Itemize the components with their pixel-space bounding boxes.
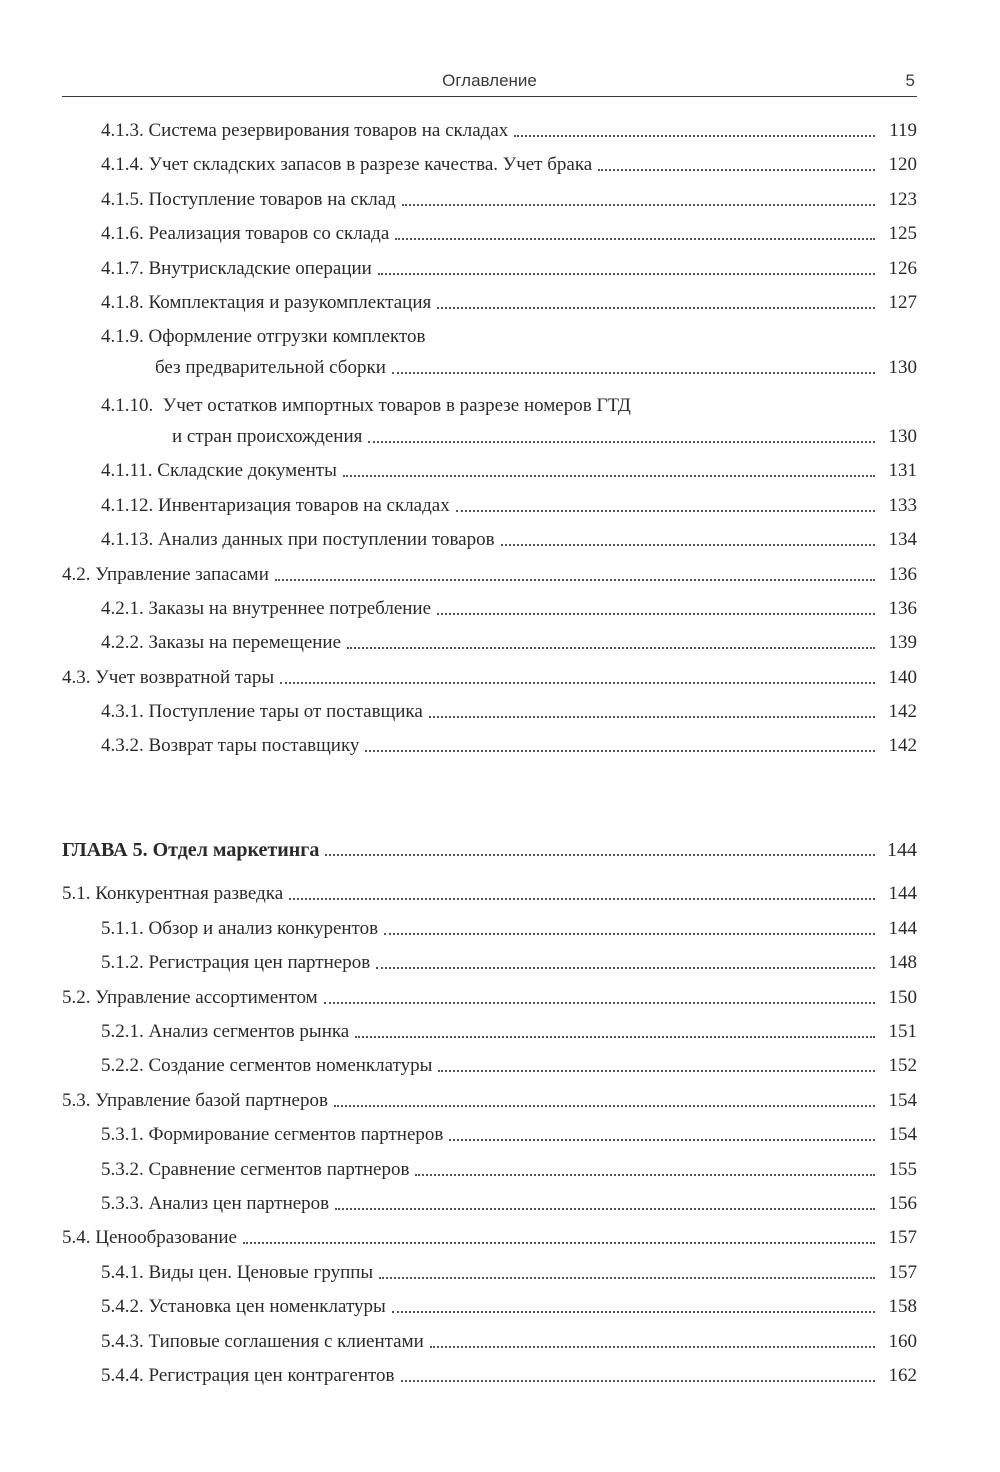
dot-leader — [355, 1036, 875, 1038]
toc-entry-5-4-1[interactable] — [62, 1261, 917, 1285]
toc-entry-number: 4.2. — [62, 563, 91, 585]
toc-entry-title: Реализация товаров со склада — [148, 223, 390, 245]
toc-entry-4-2[interactable] — [62, 563, 917, 587]
toc-entry-page: 160 — [888, 1330, 917, 1352]
dot-leader — [402, 204, 875, 206]
toc-entry-5-3[interactable] — [62, 1089, 917, 1113]
toc-entry-4-2-1[interactable] — [62, 597, 917, 621]
toc-entry-title: Установка цен номенклатуры — [148, 1296, 386, 1318]
dot-leader — [456, 510, 875, 512]
dot-leader — [384, 933, 875, 935]
toc-entry-page: 162 — [888, 1364, 917, 1386]
toc-entry-page: 151 — [888, 1021, 917, 1043]
toc-entry-5-4-2[interactable] — [62, 1295, 917, 1319]
toc-entry-number: 4.1.13. — [101, 529, 154, 551]
toc-entry-title: Складские документы — [157, 460, 337, 482]
toc-entry-page: 140 — [888, 666, 917, 688]
toc-entry-title: Регистрация цен партнеров — [148, 952, 371, 974]
toc-entry-5-1[interactable] — [62, 882, 917, 906]
toc-entry-number: 4.1.7. — [101, 257, 144, 279]
dot-leader — [275, 579, 875, 581]
toc-entry-title: Обзор и анализ конкурентов — [148, 917, 379, 939]
toc-entry-page: 125 — [888, 223, 917, 245]
toc-entry-title: Формирование сегментов партнеров — [148, 1124, 444, 1146]
toc-entry-number: 5.4.1. — [101, 1261, 144, 1283]
toc-entry-4-1-5[interactable] — [62, 188, 917, 212]
toc-entry-page: 131 — [888, 460, 917, 482]
toc-entry-page: 136 — [888, 563, 917, 585]
dot-leader — [598, 169, 875, 171]
dot-leader — [430, 1346, 875, 1348]
toc-entry-number: 4.1.12. — [101, 494, 154, 516]
toc-chapter-5[interactable] — [62, 838, 917, 862]
dot-leader — [289, 898, 875, 900]
toc-entry-5-3-3[interactable] — [62, 1192, 917, 1216]
toc-entry-title: Комплектация и разукомплектация — [148, 291, 432, 313]
toc-entry-number: 5.4. — [62, 1227, 91, 1249]
toc-entry-page: 127 — [888, 291, 917, 313]
toc-entry-4-1-12[interactable] — [62, 494, 917, 518]
toc-entry-number: 4.2.2. — [101, 632, 144, 654]
toc-entry-number: 5.3. — [62, 1089, 91, 1111]
toc-entry-title: Система резервирования товаров на складах — [148, 120, 509, 141]
dot-leader — [437, 613, 875, 615]
toc-entry-title: Сравнение сегментов партнеров — [148, 1158, 410, 1180]
toc-entry-title: Типовые соглашения с клиентами — [148, 1330, 424, 1352]
toc-entry-5-4-4[interactable] — [62, 1364, 917, 1388]
toc-entry-page: 158 — [888, 1296, 917, 1318]
dot-leader — [343, 475, 875, 477]
toc-entry-page: 120 — [888, 154, 917, 176]
dot-leader — [368, 441, 875, 443]
toc-entry-title: Учет возвратной тары — [95, 666, 275, 688]
toc-entry-number: 4.1.6. — [101, 223, 144, 245]
running-header — [62, 68, 917, 97]
toc-entry-4-1-10[interactable]: 4.1.10. Учет остатков импортных товаров в разрезе номеров ГТД и стран происхождения 130 — [101, 394, 917, 447]
toc-entry-title: Управление базой партнеров — [95, 1089, 328, 1111]
dot-leader — [395, 238, 875, 240]
toc-entry-page: 136 — [888, 597, 917, 619]
toc-entry-5-4-3[interactable] — [62, 1330, 917, 1354]
toc-entry-5-3-2[interactable] — [62, 1158, 917, 1182]
toc-entry-4-1-8[interactable] — [62, 291, 917, 315]
toc-entry-number: 4.3.2. — [101, 735, 144, 757]
dot-leader — [365, 750, 875, 752]
dot-leader — [334, 1105, 875, 1107]
toc-entry-page: 154 — [888, 1089, 917, 1111]
toc-entry-title: без предварительной сборки — [155, 356, 386, 378]
dot-leader — [429, 716, 875, 718]
toc-entry-title: Управление запасами — [95, 563, 269, 585]
dot-leader — [378, 273, 875, 275]
toc-entry-page: 130 — [888, 425, 917, 447]
dot-leader — [415, 1174, 875, 1176]
toc-entry-number: 4.3.1. — [101, 701, 144, 723]
toc-entry-number: 5.1.1. — [101, 917, 144, 939]
toc-entry-title: Конкурентная разведка — [95, 883, 284, 905]
table-of-contents — [62, 113, 917, 1388]
toc-entry-5-4[interactable] — [62, 1226, 917, 1250]
dot-leader — [243, 1242, 875, 1244]
toc-entry-number: 5.4.2. — [101, 1296, 144, 1318]
toc-entry-5-2[interactable] — [62, 986, 917, 1010]
toc-entry-4-1-4[interactable] — [62, 153, 917, 177]
toc-entry-title: Учет остатков импортных товаров в разрезе номеров ГТД — [162, 394, 631, 416]
toc-entry-title: Внутрискладские операции — [148, 257, 372, 279]
toc-entry-4-3-2[interactable] — [62, 734, 917, 758]
toc-entry-title: и стран происхождения — [172, 425, 363, 447]
toc-entry-page: 133 — [888, 494, 917, 516]
toc-entry-4-3[interactable] — [62, 666, 917, 690]
header-page-number: 5 — [905, 71, 915, 90]
toc-entry-number: 5.2.2. — [101, 1055, 144, 1077]
toc-entry-number: 5.4.3. — [101, 1330, 144, 1352]
toc-entry-4-1-9[interactable]: 4.1.9. Оформление отгрузки комплектов без предварительной сборки 130 — [101, 325, 917, 378]
toc-entry-number: 4.1.11. — [101, 460, 153, 482]
dot-leader — [325, 854, 875, 856]
toc-entry-page: 119 — [889, 120, 917, 141]
toc-entry-title: Анализ сегментов рынка — [148, 1021, 350, 1043]
toc-entry-title: Регистрация цен контрагентов — [148, 1364, 395, 1386]
toc-entry-title: Поступление товаров на склад — [148, 188, 396, 210]
toc-entry-page: 144 — [888, 917, 917, 939]
toc-entry-title: Ценообразование — [95, 1227, 237, 1249]
toc-entry-4-2-2[interactable] — [62, 631, 917, 655]
toc-entry-number: 4.1.5. — [101, 188, 144, 210]
toc-entry-4-1-7[interactable] — [62, 257, 917, 281]
toc-entry-title: Заказы на перемещение — [148, 632, 342, 654]
toc-entry-title: Виды цен. Ценовые группы — [148, 1261, 374, 1283]
toc-entry-page: 142 — [888, 735, 917, 757]
toc-entry-page: 134 — [888, 529, 917, 551]
toc-entry-number: 5.1. — [62, 883, 91, 905]
toc-entry-number: 4.2.1. — [101, 597, 144, 619]
dot-leader — [280, 682, 875, 684]
toc-entry-number: 4.1.3. — [101, 120, 144, 141]
dot-leader — [392, 1311, 875, 1313]
toc-entry-title: Анализ цен партнеров — [148, 1192, 330, 1214]
dot-leader — [449, 1139, 875, 1141]
toc-entry-page: 148 — [888, 952, 917, 974]
toc-entry-5-2-1[interactable] — [62, 1020, 917, 1044]
dot-leader — [438, 1070, 875, 1072]
toc-entry-4-1-6[interactable] — [62, 222, 917, 246]
dot-leader — [347, 647, 875, 649]
dot-leader — [376, 967, 875, 969]
dot-leader — [437, 307, 875, 309]
header-title: Оглавление — [442, 71, 537, 90]
toc-entry-page: 150 — [888, 986, 917, 1008]
dot-leader — [379, 1277, 875, 1279]
toc-entry-title: Оформление отгрузки комплектов — [148, 325, 426, 347]
toc-entry-page: 156 — [888, 1192, 917, 1214]
dot-leader — [392, 372, 875, 374]
toc-entry-page: 130 — [888, 356, 917, 378]
dot-leader — [335, 1208, 875, 1210]
toc-entry-title: Учет складских запасов в разрезе качества. Учет брака — [148, 154, 593, 176]
toc-entry-title: Анализ данных при поступлении товаров — [158, 529, 495, 551]
toc-entry-number: 5.3.3. — [101, 1192, 144, 1214]
toc-entry-title: Инвентаризация товаров на складах — [158, 494, 450, 516]
toc-entry-page: 157 — [888, 1227, 917, 1249]
toc-entry-page: 155 — [888, 1158, 917, 1180]
toc-entry-page: 126 — [888, 257, 917, 279]
toc-entry-number: 4.3. — [62, 666, 91, 688]
toc-entry-number: 5.4.4. — [101, 1364, 144, 1386]
toc-entry-page: 154 — [888, 1124, 917, 1146]
toc-entry-number: 5.2.1. — [101, 1021, 144, 1043]
toc-entry-number: 5.1.2. — [101, 952, 144, 974]
dot-leader — [324, 1002, 875, 1004]
toc-entry-title: Поступление тары от поставщика — [148, 701, 423, 723]
toc-entry-number: 5.3.1. — [101, 1124, 144, 1146]
toc-entry-page: 144 — [888, 883, 917, 905]
toc-entry-page: 152 — [888, 1055, 917, 1077]
toc-entry-title: Заказы на внутреннее потребление — [148, 597, 432, 619]
toc-entry-number: 4.1.8. — [101, 291, 144, 313]
chapter-page: 144 — [887, 839, 917, 862]
chapter-title: ГЛАВА 5. Отдел маркетинга — [62, 839, 320, 862]
toc-entry-title: Возврат тары поставщику — [148, 735, 360, 757]
toc-entry-number: 5.3.2. — [101, 1158, 144, 1180]
toc-entry-page: 142 — [888, 701, 917, 723]
dot-leader — [501, 544, 875, 546]
toc-entry-4-1-11[interactable] — [62, 459, 917, 483]
toc-entry-page: 139 — [888, 632, 917, 654]
dot-leader — [514, 135, 875, 137]
toc-entry-5-1-2[interactable] — [62, 951, 917, 975]
toc-entry-page: 157 — [888, 1261, 917, 1283]
toc-entry-4-1-3[interactable] — [62, 119, 917, 143]
toc-entry-4-3-1[interactable] — [62, 700, 917, 724]
toc-entry-5-3-1[interactable] — [62, 1123, 917, 1147]
toc-entry-4-1-13[interactable] — [62, 528, 917, 552]
toc-entry-page: 123 — [888, 188, 917, 210]
toc-entry-title: Управление ассортиментом — [95, 986, 318, 1008]
toc-entry-5-1-1[interactable] — [62, 917, 917, 941]
toc-entry-title: Создание сегментов номенклатуры — [148, 1055, 433, 1077]
dot-leader — [401, 1380, 875, 1382]
toc-entry-number: 4.1.4. — [101, 154, 144, 176]
toc-entry-5-2-2[interactable] — [62, 1054, 917, 1078]
toc-entry-number: 5.2. — [62, 986, 91, 1008]
